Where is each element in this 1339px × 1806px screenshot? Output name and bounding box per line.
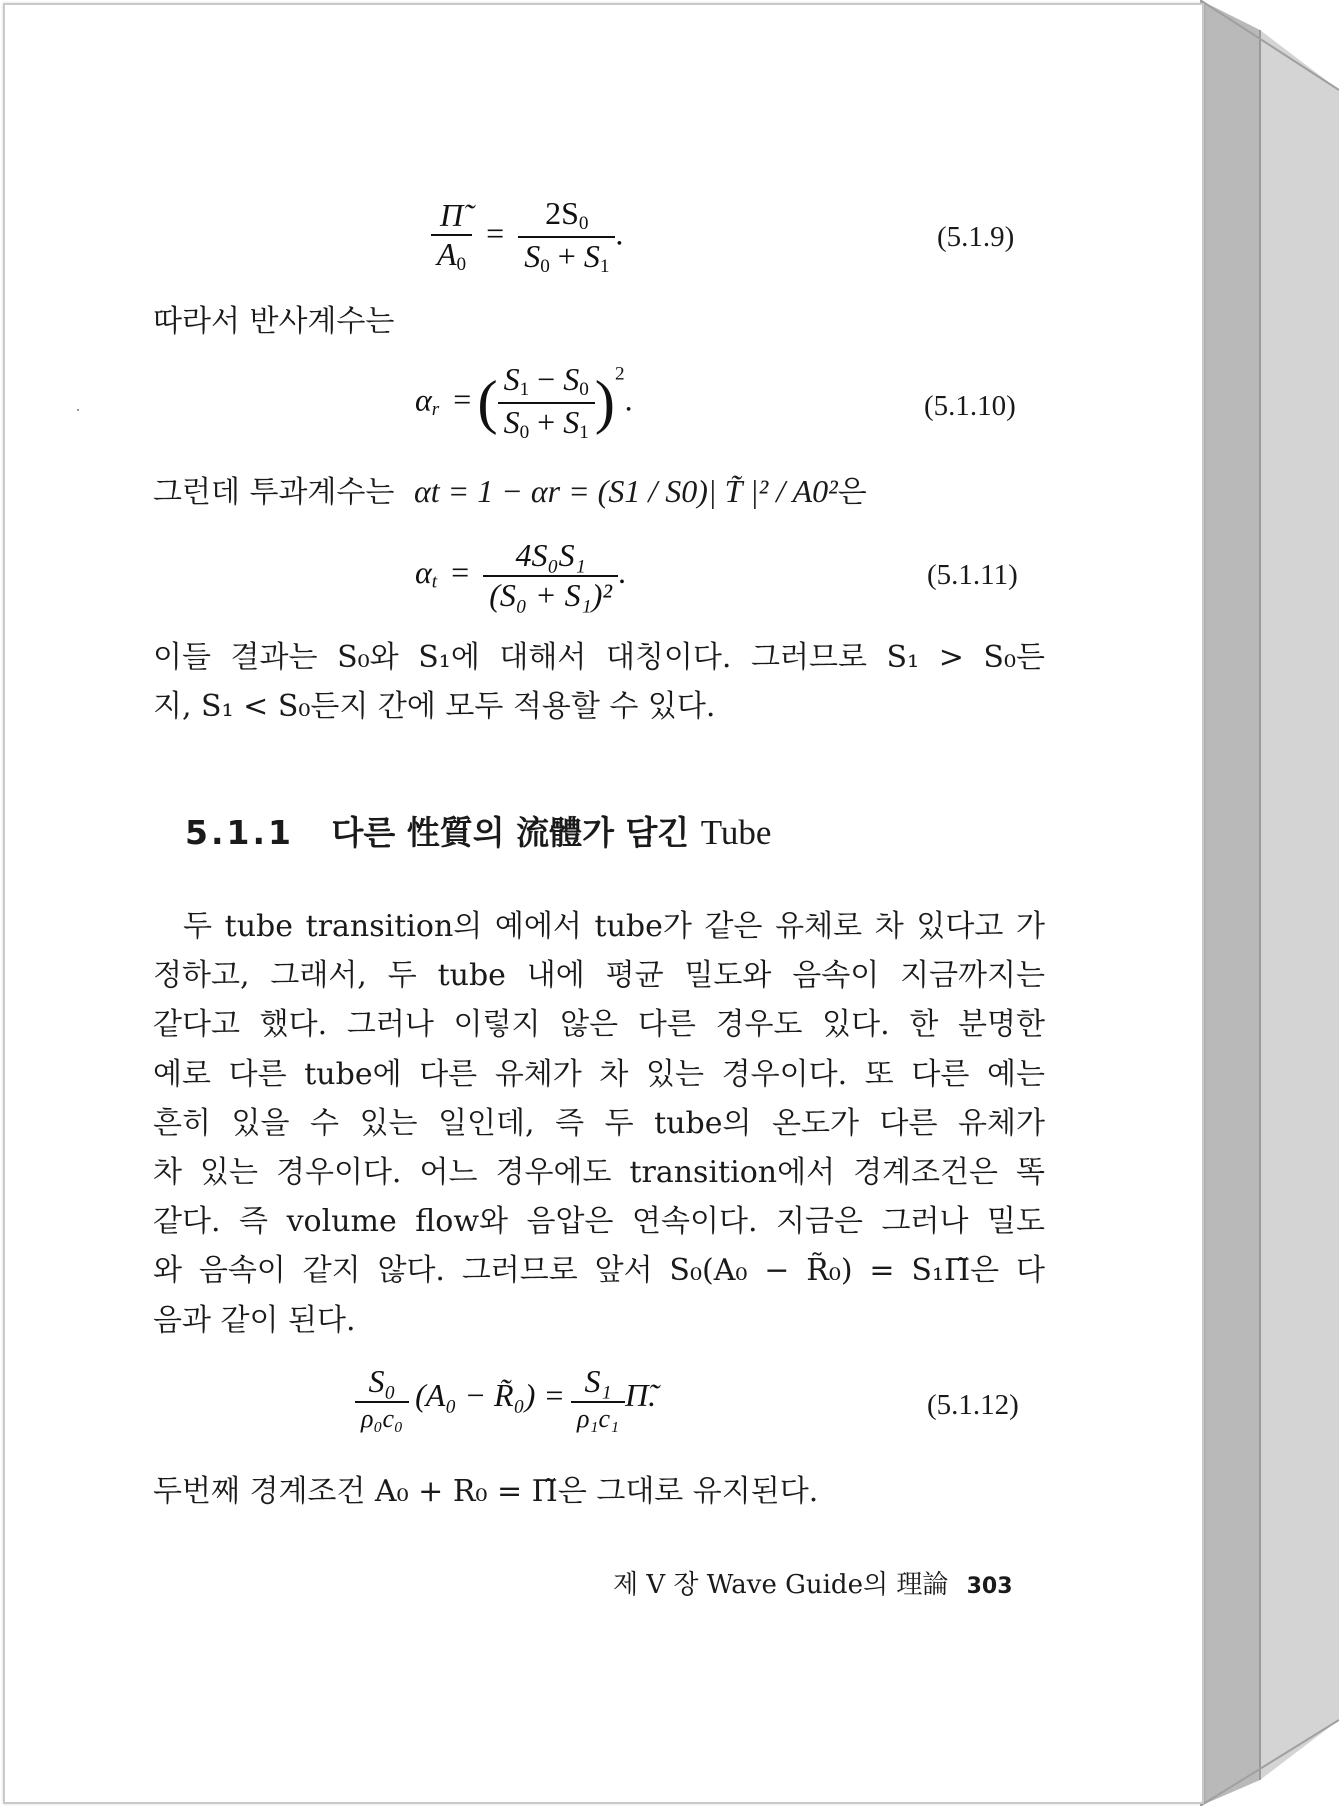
- paragraph-line: 지, S₁ < S₀든지 간에 모두 적용할 수 있다.: [153, 689, 716, 725]
- paragraph-line: 흔히 있을 수 있는 일인데, 즉 두 tube의 온도가 다른 유체가: [153, 1105, 1045, 1141]
- equation-5-1-11: $\alpha_t$ = $\frac{\text{4S₀S₁}}{\text{(S₀ + S₁)²}}$ .: [415, 537, 626, 613]
- chapter-title: 제 V 장 Wave Guide의 理論: [613, 1570, 949, 1600]
- equation-5-1-12: $\frac{\text{S₀}}{\text{ρ₀c₀}}$ (A₀ − R̃₀) = $\frac{\text{S₁}}{\text{ρ₁c₁}}$ Π̃.: [355, 1365, 656, 1432]
- speck: [77, 409, 79, 411]
- paragraph: [153, 633, 1045, 731]
- paragraph: [153, 902, 1045, 1345]
- document-page: [3, 3, 1204, 1804]
- section-title-tail: Tube: [700, 813, 772, 852]
- equation-5-1-10: $\alpha_r$ =( $\frac{S_1 - S_0}{S_0 + S_1}$ )$^2$.: [415, 361, 633, 443]
- paragraph-line: 차 있는 경우이다. 어느 경우에도 transition에서 경계조건은 똑: [153, 1155, 1045, 1191]
- section-title: 다른 性質의 流體가 담긴: [331, 813, 690, 852]
- page-number: 303: [966, 1574, 1013, 1599]
- paragraph-line: 같다. 즉 volume flow와 음압은 연속이다. 지금은 그러나 밀도: [153, 1204, 1045, 1240]
- page-footer: [613, 1564, 1013, 1601]
- paragraph-line: 같다고 했다. 그러나 이렇지 않은 다른 경우도 있다. 한 분명한: [153, 1007, 1045, 1043]
- equation-number: (5.1.9): [937, 221, 1015, 253]
- text-suffix: 은: [837, 475, 867, 510]
- equation-number: (5.1.11): [927, 559, 1018, 591]
- paragraph-line: 예로 다른 tube에 다른 유체가 차 있는 경우이다. 또 다른 예는: [153, 1056, 1045, 1092]
- text-line: [153, 467, 867, 517]
- paragraph-line: 음과 같이 된다.: [153, 1302, 356, 1338]
- inline-math: αt = 1 − αr = (S1 / S0)| T̃ |² / A0²: [413, 473, 838, 509]
- paragraph-line: 이들 결과는 S₀와 S₁에 대해서 대칭이다. 그러므로 S₁ > S₀든: [153, 640, 1045, 675]
- text-line: 따라서 반사계수는: [153, 304, 395, 339]
- paragraph-line: 정하고, 그래서, 두 tube 내에 평균 밀도와 음속이 지금까지는: [153, 958, 1045, 994]
- section-number: 5.1.1: [185, 813, 294, 852]
- paragraph-line: 두 tube transition의 예에서 tube가 같은 유체로 차 있다고 가: [183, 909, 1045, 944]
- book-edge: [1200, 0, 1339, 1806]
- section-heading: [185, 807, 771, 854]
- equation-number: (5.1.10): [924, 390, 1016, 422]
- equation-number: (5.1.12): [927, 1389, 1019, 1421]
- paragraph-line: 와 음속이 같지 않다. 그러므로 앞서 S₀(A₀ − R̃₀) = S₁Π̃은 다: [153, 1253, 1045, 1289]
- text-prefix: 그런데 투과계수는: [153, 475, 395, 510]
- equation-5-1-9: $\frac{\Pĩ}{A_0}$ = $\frac{2S_0}{S_0 + S_1}$ .: [431, 197, 623, 277]
- text-line: 두번째 경계조건 A₀ + R₀ = Π̃은 그대로 유지된다.: [153, 1474, 819, 1509]
